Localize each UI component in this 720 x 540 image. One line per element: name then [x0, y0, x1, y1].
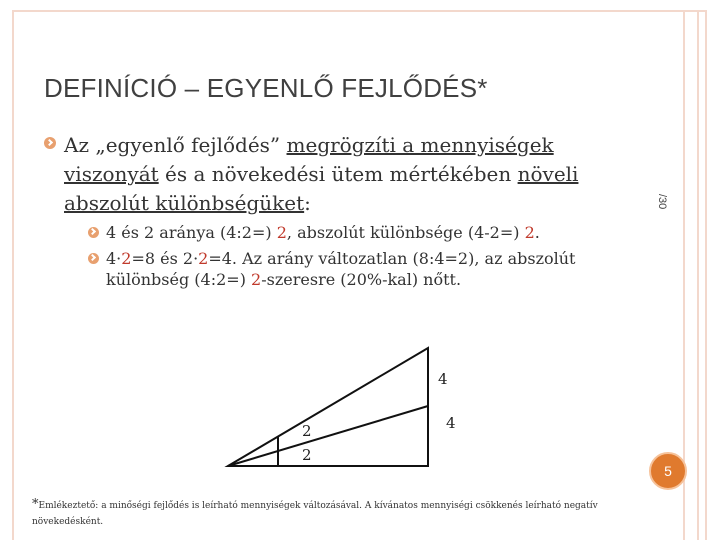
text-part: =8 és 2· [131, 249, 199, 268]
highlight-value: 2 [198, 249, 209, 268]
footnote-text: Emlékeztető: a minőségi fejlődés is leírható mennyiségek változásával. A kívánatos mennyiségi csökkenés leírható negatív növekedésként. [32, 501, 598, 527]
text-part: -szeresre (20%-kal) nőtt. [261, 270, 462, 289]
label-left-lower: 2 [302, 446, 312, 464]
main-text-part: és a növekedési ütem mértékében [158, 162, 518, 186]
label-mid-right: 4 [446, 414, 456, 432]
text-part: =4. Az arány változatlan (8:4=2), az abszolút különbség (4:2=) [106, 249, 576, 289]
slide-title: DEFINÍCIÓ – EGYENLŐ FEJLŐDÉS* [44, 73, 488, 103]
text-part: . [534, 223, 540, 242]
text-part: , abszolút különbsége (4-2=) [286, 223, 525, 242]
main-text-underlined: megrögzíti a mennyiségek viszonyát [64, 133, 554, 186]
main-text-underlined: növeli abszolút különbségüket [64, 162, 579, 215]
label-left-upper: 2 [302, 422, 312, 440]
highlight-value: 2 [251, 270, 262, 289]
page-number-badge: 5 [649, 452, 687, 490]
text-part: 4· [106, 249, 122, 268]
label-top-right: 4 [438, 370, 448, 388]
main-text-part: Az „egyenlő fejlődés” [64, 133, 287, 157]
highlight-value: 2 [121, 249, 132, 268]
lower-hypotenuse [228, 406, 428, 466]
footnote-star: * [32, 497, 39, 512]
text-part: 4 és 2 aránya (4:2=) [106, 223, 277, 242]
large-triangle [228, 348, 428, 466]
footnote [32, 497, 642, 530]
slide-side-number: /30 [656, 194, 668, 210]
main-text-part: : [304, 191, 311, 215]
highlight-value: 2 [276, 223, 287, 242]
highlight-value: 2 [524, 223, 535, 242]
